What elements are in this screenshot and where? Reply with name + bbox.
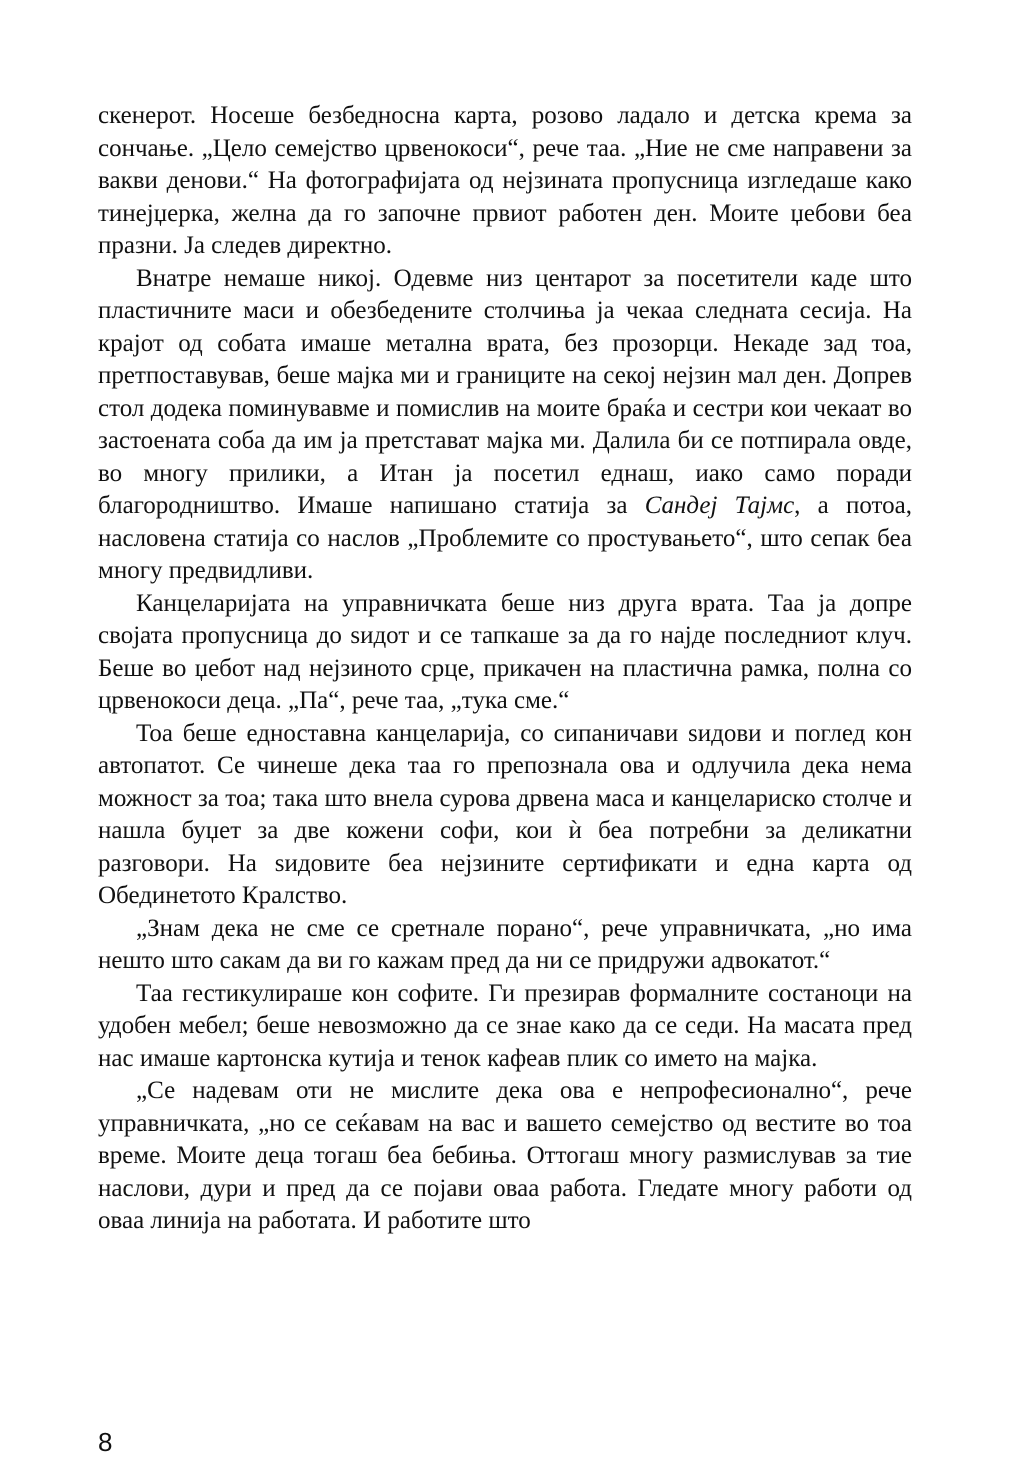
paragraph: „Знам дека не сме се сретнале порано“, рече управничката, „но има нешто што сакам да ви го кажам пред да ни се придружи адвокатот.“ [98,914,912,974]
paragraph: скенерот. Носеше безбедносна карта, розово ладало и детска крема за сончање. „Цело семејство црвенокоси“, рече таа. „Ние не сме направени за вакви денови.“ На фотографијата од нејзината пропусница изгледаше како тинејџерка, желна да го започне првиот работен ден. Моите џебови беа празни. Ја следев директно. [98,102,912,259]
page-number: 8 [98,1427,113,1457]
paragraph-text: Внатре немаше никој. Одевме низ центарот за посетители каде што пластичните маси и обезбедените столчиња ја чекаа следната сесија. На крајот од собата имаше метална врата, без прозорци. Некаде зад тоа, претпоставував, беше мајка ми и границите на секој нејзин мал ден. Допрев стол додека поминувавме и помислив на моите браќа и сестри кои чекаат во застоената соба да им ја претстават мајка ми. Далила би се потпирала овде, во многу прилики, а Итан ја посетил еднаш, иако само поради благородништво. Имаше напишано статија за [98,264,912,519]
paragraph [98,263,912,588]
italic-title: Сандеј Тајмс [644,492,795,519]
paragraph: Тоа беше едноставна канцеларија, со сипаничави ѕидови и поглед кон автопатот. Се чинеше дека таа го препознала ова и одлучила дека нема можност за тоа; така што внела сурова дрвена маса и канцелариско столче и нашла буџет за две кожени софи, кои ѝ беа потребни за деликатни разговори. На ѕидовите беа нејзините сертификати и една карта од Обединетото Кралство. [98,719,912,909]
paragraph: Таа гестикулираше кон софите. Ги презирав формалните состаноци на удобен мебел; беше невозможно да се знае како да се седи. На масата пред нас имаше картонска кутија и тенок кафеав плик со името на мајка. [98,979,912,1072]
paragraph: Канцеларијата на управничката беше низ друга врата. Таа ја допре својата пропусница до ѕидот и се тапкаше за да го најде последниот клуч. Беше во џебот над нејзиното срце, прикачен на пластична рамка, полна со црвенокоси деца. „Па“, рече таа, „тука сме.“ [98,589,912,714]
paragraph: „Се надевам оти не мислите дека ова е непрофесионално“, рече управничката, „но се сеќавам на вас и вашето семејство од вестите во тоа време. Моите деца тогаш беа бебиња. Оттогаш многу размислував за тие наслови, дури и пред да се појави оваа работа. Гледате многу работи од оваа линија на работата. И работите што [98,1077,912,1234]
paragraph-text: , а потоа, насловена статија со наслов „Проблемите со простувањето“, што сепак беа многу предвидливи. [98,492,912,584]
body-text [98,100,912,1238]
